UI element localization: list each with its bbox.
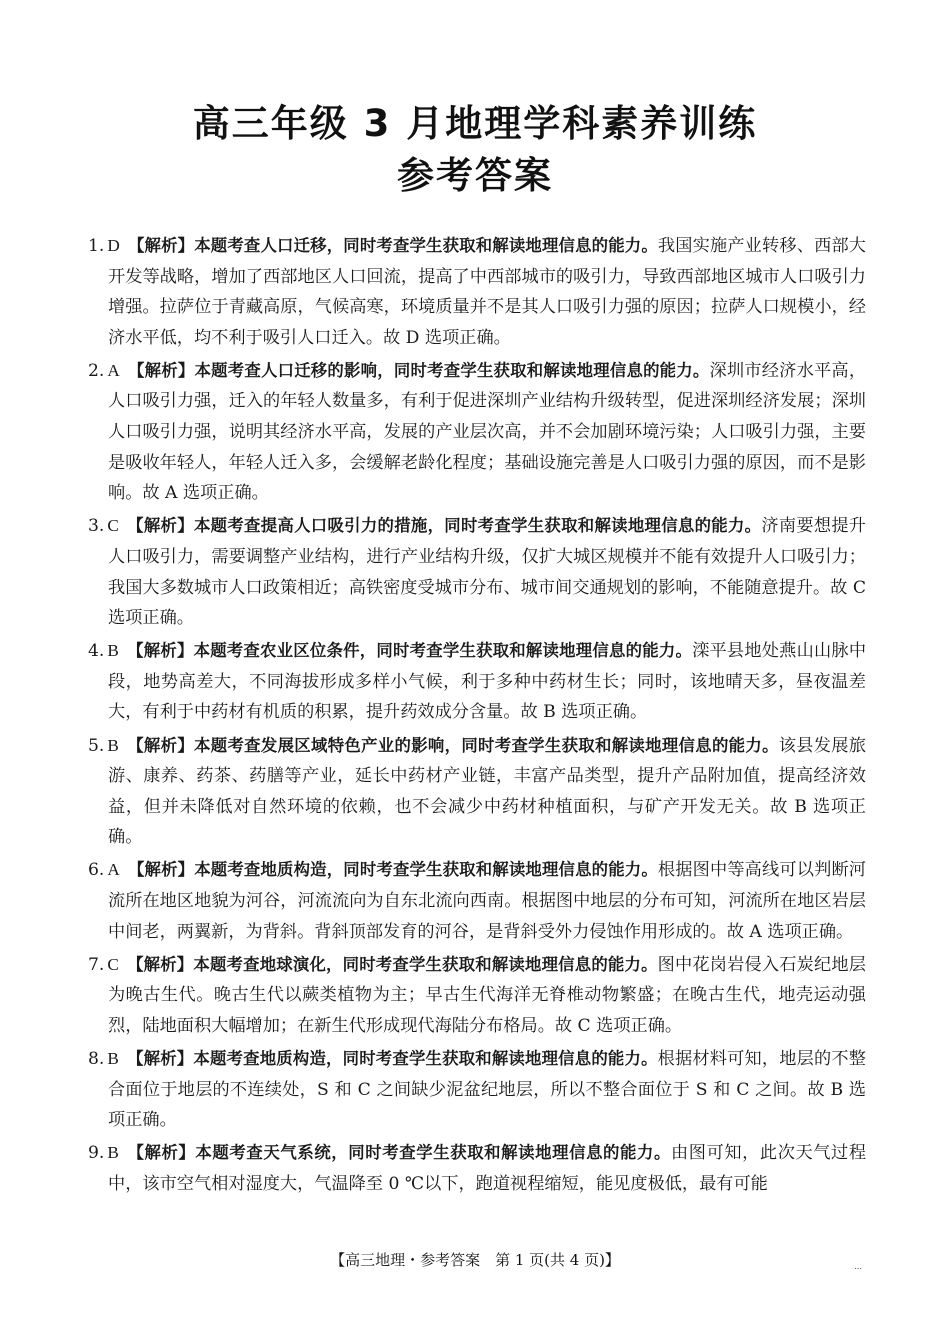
answer-choice: B <box>107 1048 119 1068</box>
analysis-body: 图中花岗岩侵入石炭纪地层为晚古生代。晚古生代以蕨类植物为主；早古生代海洋无脊椎动物繁盛；在晚古生代，地壳运动强烈，陆地面积大幅增加；在新生代形成现代海陆分布格局。故 C 选项正确。 <box>108 954 866 1036</box>
analysis-body: 我国实施产业转移、西部大开发等战略，增加了西部地区人口回流，提高了中西部城市的吸引力，导致西部地区城市人口吸引力增强。拉萨位于青藏高原，气候高寒，环境质量并不是其人口吸引力强的原因；拉萨人口规模小，经济水平低，均不利于吸引人口迁入。故 D 选项正确。 <box>108 236 866 348</box>
answer-number: 1. <box>88 236 105 256</box>
analysis-lead: 本题考查农业区位条件，同时考查学生获取和解读地理信息的能力。 <box>193 641 693 661</box>
answer-choice: B <box>107 1143 119 1163</box>
answer-number: 7. <box>88 954 105 975</box>
answer-item-9 <box>88 1138 866 1199</box>
answer-item-2 <box>88 356 866 509</box>
analysis-lead: 本题考查人口迁移，同时考查学生获取和解读地理信息的能力。 <box>194 236 658 255</box>
answer-list <box>88 231 866 1202</box>
answer-item-8 <box>88 1044 866 1136</box>
analysis-tag: 【解析】 <box>126 735 195 755</box>
analysis-tag: 【解析】 <box>126 641 194 661</box>
answer-item-5 <box>88 731 866 853</box>
analysis-tag: 【解析】 <box>127 236 195 255</box>
analysis-tag: 【解析】 <box>126 516 194 536</box>
analysis-lead: 本题考查发展区域特色产业的影响，同时考查学生获取和解读地理信息的能力。 <box>194 735 779 755</box>
analysis-lead: 本题考查天气系统，同时考查学生获取和解读地理信息的能力。 <box>195 1143 671 1163</box>
analysis-body: 由图可知，此次天气过程中，该市空气相对湿度大，气温降至 0 ℃以下，跑道视程缩短，能见度极低，最有可能 <box>108 1143 867 1194</box>
answer-choice: A <box>107 360 120 380</box>
analysis-tag: 【解析】 <box>127 860 195 880</box>
analysis-body: 该县发展旅游、康养、药茶、药膳等产业，延长中药材产业链，丰富产品类型，提升产品附加值，提高经济效益，但并未降低对自然环境的依赖，也不会减少中药材种植面积，与矿产开发无关。故 B 选项正确。 <box>108 735 867 848</box>
answer-choice: A <box>107 860 120 880</box>
analysis-body: 济南要想提升人口吸引力，需要调整产业结构，进行产业结构升级，仅扩大城区规模并不能有效提升人口吸引力；我国大多数城市人口政策相近；高铁密度受城市分布、城市间交通规划的影响，不能随意提升。故 C 选项正确。 <box>108 516 866 629</box>
answer-number: 3. <box>88 516 105 537</box>
analysis-tag: 【解析】 <box>126 1048 194 1068</box>
answer-choice: D <box>107 236 120 255</box>
answer-choice: C <box>107 516 119 536</box>
answer-number: 4. <box>88 641 105 662</box>
analysis-body: 根据图中等高线可以判断河流所在地区地貌为河谷，河流流向为自东北流向西南。根据图中地层的分布可知，河流所在地区岩层中间老，两翼新，为背斜。背斜顶部发育的河谷，是背斜受外力侵蚀作用形成的。故 A 选项正确。 <box>108 860 866 942</box>
answer-number: 6. <box>88 860 105 881</box>
analysis-lead: 本题考查提高人口吸引力的措施，同时考查学生获取和解读地理信息的能力。 <box>193 516 762 536</box>
answer-item-1 <box>88 231 866 353</box>
analysis-body: 根据材料可知，地层的不整合面位于地层的不连续处，S 和 C 之间缺少泥盆纪地层，所以不整合面位于 S 和 C 之间。故 B 选项正确。 <box>108 1048 866 1131</box>
analysis-lead: 本题考查人口迁移的影响，同时考查学生获取和解读地理信息的能力。 <box>194 360 710 380</box>
analysis-tag: 【解析】 <box>127 360 195 380</box>
answer-item-3 <box>88 511 866 633</box>
analysis-lead: 本题考查地质构造，同时考查学生获取和解读地理信息的能力。 <box>193 1048 658 1068</box>
answer-number: 2. <box>88 360 105 381</box>
analysis-tag: 【解析】 <box>126 954 194 974</box>
answer-item-4 <box>88 636 866 728</box>
answer-choice: B <box>107 641 119 661</box>
page-title: 高三年级 3 月地理学科素养训练 <box>192 102 758 145</box>
analysis-body: 滦平县地处燕山山脉中段，地势高差大，不同海拔形成多样小气候，利于多种中药材生长；同时，该地晴天多，昼夜温差大，有利于中药材有机质的积累，提升药效成分含量。故 B 选项正确。 <box>108 641 867 723</box>
answer-number: 5. <box>88 735 105 756</box>
page-subtitle: 参考答案 <box>397 154 553 197</box>
answer-number: 9. <box>88 1143 105 1164</box>
answer-item-6 <box>88 855 866 947</box>
analysis-lead: 本题考查地质构造，同时考查学生获取和解读地理信息的能力。 <box>194 860 658 880</box>
answer-item-7 <box>88 950 866 1042</box>
analysis-body: 深圳市经济水平高，人口吸引力强，迁入的年轻人数量多，有利于促进深圳产业结构升级转型，促进深圳经济发展；深圳人口吸引力强，说明其经济水平高，发展的产业层次高，并不会加剧环境污染；人口吸引力强，主要是吸收年轻人，年轻人迁入多，会缓解老龄化程度；基础设施完善是人口吸引力强的原因，而不是影响。故 A 选项正确。 <box>108 360 867 504</box>
answer-number: 8. <box>88 1048 105 1069</box>
analysis-lead: 本题考查地球演化，同时考查学生获取和解读地理信息的能力。 <box>193 954 658 974</box>
corner-mark: ... <box>854 1262 862 1271</box>
answer-choice: C <box>107 954 119 974</box>
page-footer: 【高三地理・参考答案 第 1 页(共 4 页)】 <box>330 1251 620 1269</box>
analysis-tag: 【解析】 <box>126 1143 196 1163</box>
answer-choice: B <box>107 735 119 755</box>
